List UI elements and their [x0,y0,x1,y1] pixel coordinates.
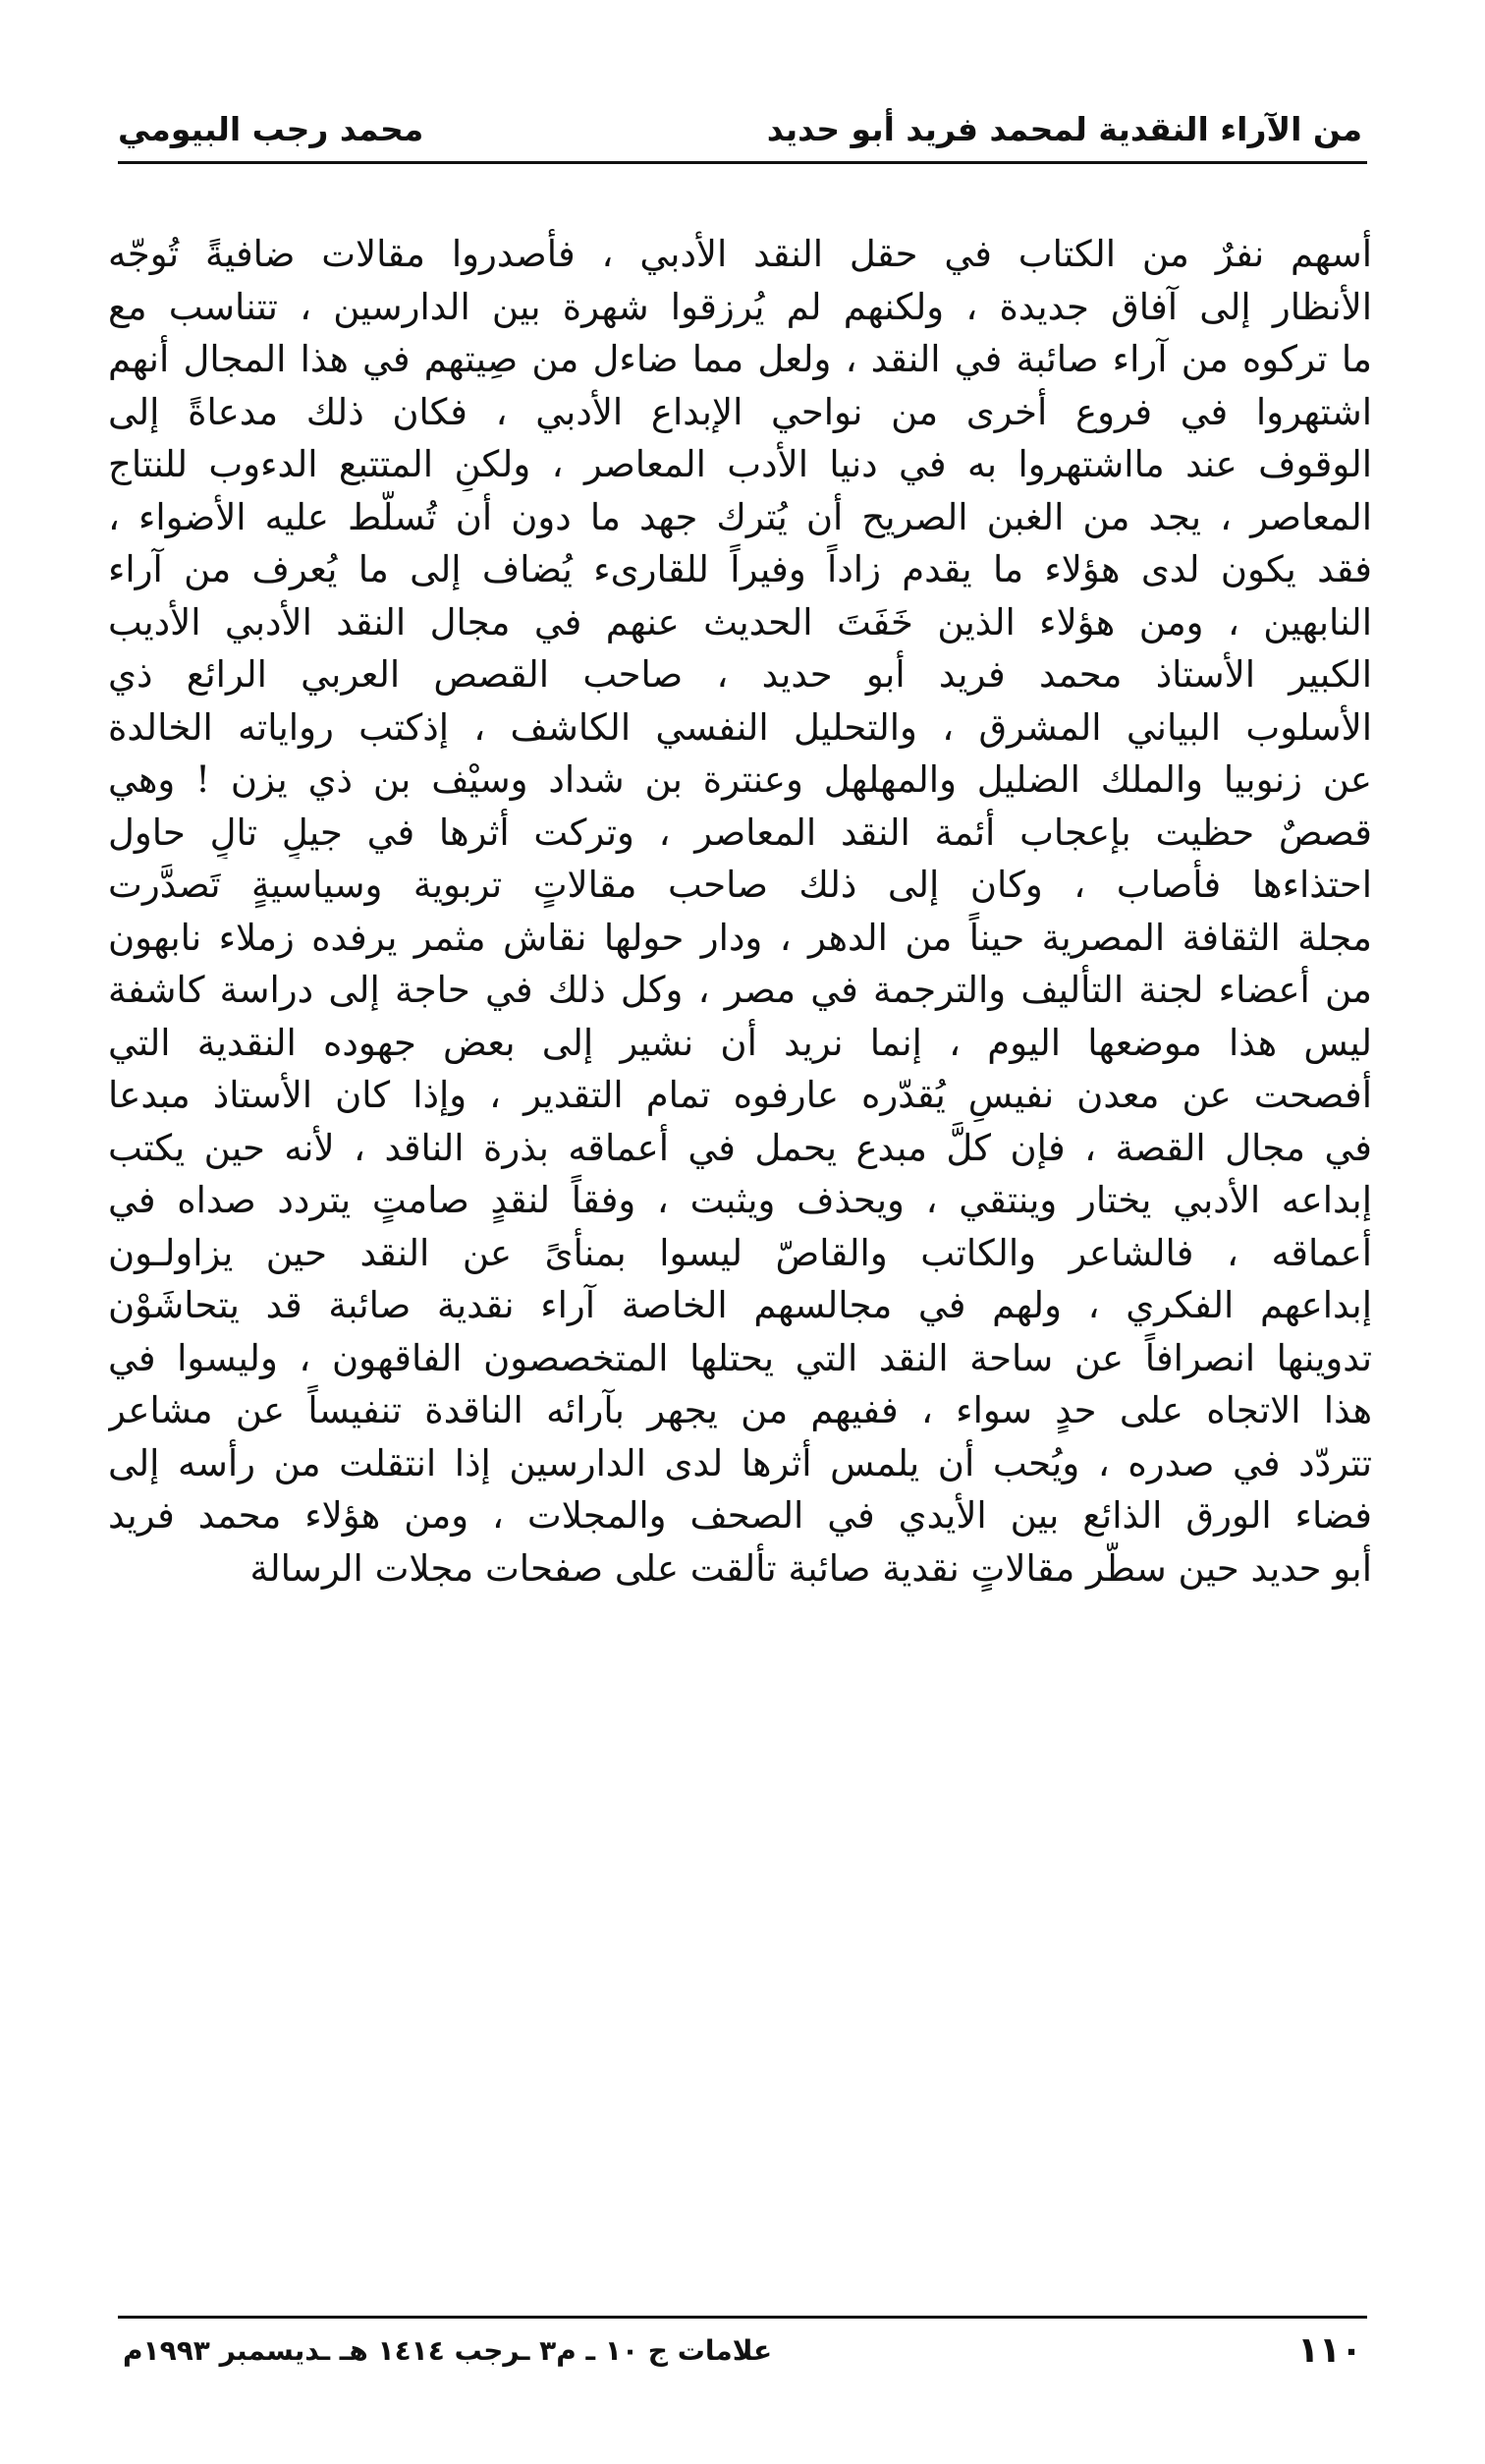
body-line: في مجال القصة ، فإن كلَّ مبدع يحمل في أعماقه بذرة الناقد ، لأنه حين يكتب [108,1126,1372,1169]
body-line: أبو حديد حين سطّر مقالاتٍ نقدية صائبة تألقت على صفحات مجلات الرسالة [249,1546,1372,1590]
body-line: ليس هذا موضعها اليوم ، إنما نريد أن نشير إلى بعض جهوده النقدية التي [108,1021,1372,1064]
body-text [108,228,1372,1595]
body-line: فقد يكون لدى هؤلاء ما يقدم زاداً وفيراً للقارىء يُضاف إلى ما يُعرف من آراء [108,548,1372,590]
body-line: أسهم نفرٌ من الكتاب في حقل النقد الأدبي ، فأصدروا مقالات ضافيةً تُوجّه [108,233,1372,275]
page-footer [123,2330,1362,2389]
running-header [118,110,1362,169]
body-line: فضاء الورق الذائع بين الأيدي في الصحف والمجلات ، ومن هؤلاء محمد فريد [108,1494,1372,1537]
body-line: ما تركوه من آراء صائبة في النقد ، ولعل مما ضاءل من صِيتهم في هذا المجال أنهم [108,338,1372,380]
page-number: ١١٠ [1297,2330,1362,2371]
body-line: احتذاءها فأصاب ، وكان إلى ذلك صاحب مقالاتٍ تربوية وسياسيةٍ تَصدَّرت [108,864,1372,906]
body-line: الوقوف عند مااشتهروا به في دنيا الأدب المعاصر ، ولكنِ المتتبع الدءوب للنتاج [108,443,1372,485]
body-line: من أعضاء لجنة التأليف والترجمة في مصر ، وكل ذلك في حاجة إلى دراسة كاشفة [108,969,1372,1011]
body-line: أفصحت عن معدن نفيسٍ يُقدّره عارفوه تمام التقدير ، وإذا كان الأستاذ مبدعا [108,1074,1372,1116]
issue-info: علامات ج ١٠ ـ م٣ ـرجب ١٤١٤ هـ ـديسمبر ١٩٩٣م [123,2334,773,2367]
body-line: أعماقه ، فالشاعر والكاتب والقاصّ ليسوا بمنأىً عن النقد حين يزاولـون [108,1231,1372,1274]
article-title: من الآراء النقدية لمحمد فريد أبو حديد [766,110,1362,148]
header-divider [118,161,1367,164]
body-line: الأسلوب البياني المشرق ، والتحليل النفسي الكاشف ، إذكتب رواياته الخالدة [108,705,1372,749]
body-line: إبداعه الأدبي يختار وينتقي ، ويحذف ويثبت ، وفقاً لنقدٍ صامتٍ يتردد صداه في [108,1179,1372,1221]
body-line: عن زنوبيا والملك الضليل والمهلهل وعنترة بن شداد وسيْف بن ذي يزن ! وهي [108,758,1372,801]
body-line: اشتهروا في فروع أخرى من نواحي الإبداع الأدبي ، فكان ذلك مدعاةً إلى [108,390,1372,433]
body-line: إبداعهم الفكري ، ولهم في مجالسهم الخاصة آراء نقدية صائبة قد يتحاشَوْن [108,1284,1372,1326]
body-line: مجلة الثقافة المصرية حيناً من الدهر ، ودار حولها نقاش مثمر يرفده زملاء نابهون [108,916,1372,959]
body-line: هذا الاتجاه على حدٍ سواء ، ففيهم من يجهر بآرائه الناقدة تنفيساً عن مشاعر [108,1389,1372,1431]
body-line: الأنظار إلى آفاق جديدة ، ولكنهم لم يُرزقوا شهرة بين الدارسين ، تتناسب مع [108,285,1372,328]
footer-divider [118,2316,1367,2319]
body-line: تتردّد في صدره ، ويُحب أن يلمس أثرها لدى الدارسين إذا انتقلت من رأسه إلى [108,1441,1372,1484]
body-line: تدوينها انصرافاً عن ساحة النقد التي يحتلها المتخصصون الفاقهون ، وليسوا في [108,1336,1372,1379]
body-line: قصصٌ حظيت بإعجاب أئمة النقد المعاصر ، وتركت أثرها في جيلٍ تالٍ حاول [108,811,1372,854]
body-line: النابهين ، ومن هؤلاء الذين خَفَتَ الحديث عنهم في مجال النقد الأدبي الأديب [108,600,1372,644]
body-line: المعاصر ، يجد من الغبن الصريح أن يُترك جهد ما دون أن تُسلَّط عليه الأضواء ، [108,495,1372,538]
author-name: محمد رجب البيومي [118,110,424,148]
body-line: الكبير الأستاذ محمد فريد أبو حديد ، صاحب القصص العربي الرائع ذي [108,653,1372,696]
